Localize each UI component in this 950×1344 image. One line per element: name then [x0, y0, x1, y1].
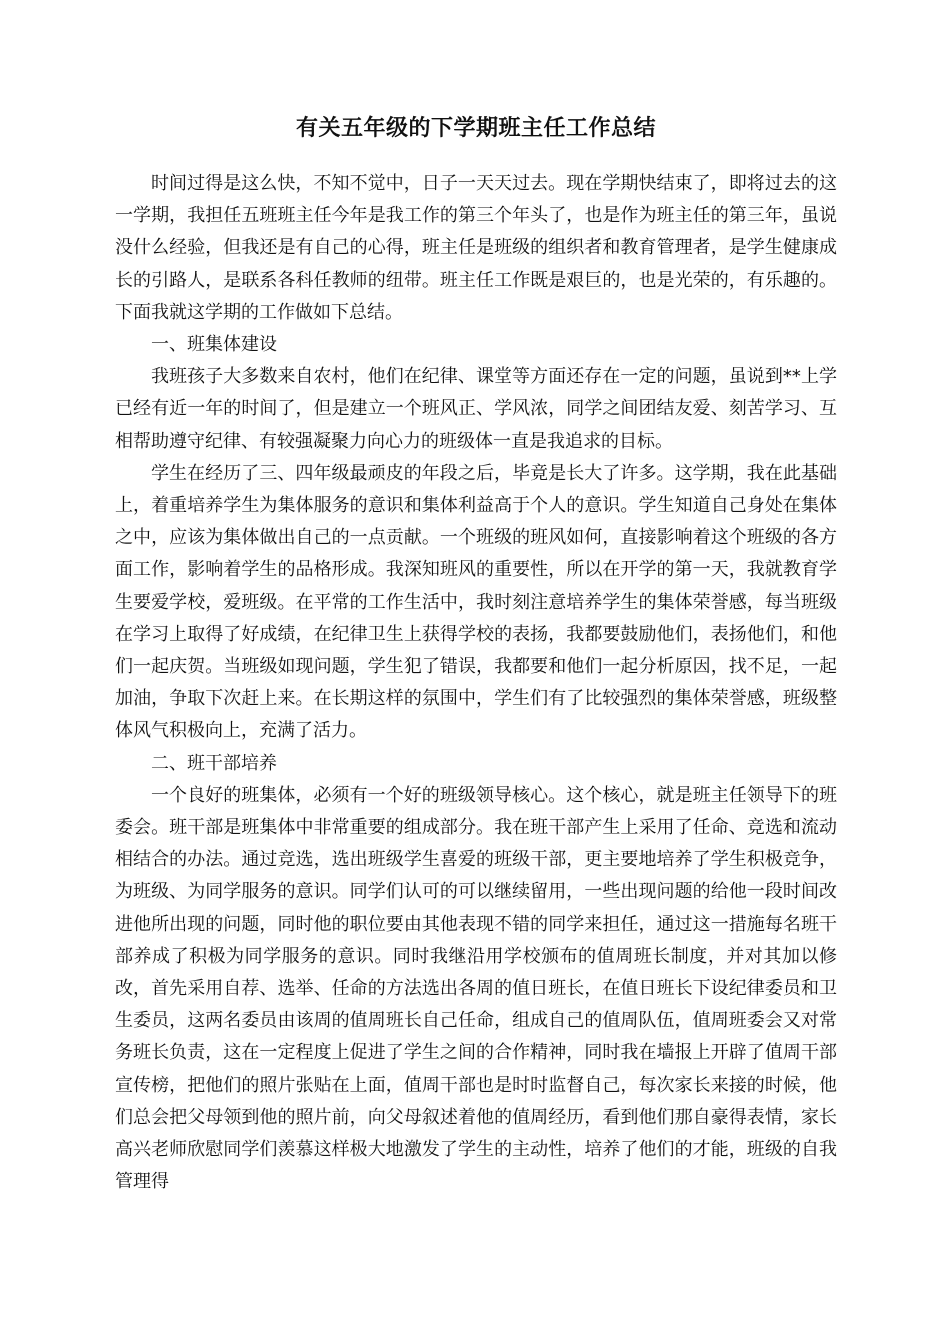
document-page	[115, 112, 837, 1199]
section1-paragraph-2: 学生在经历了三、四年级最顽皮的年段之后，毕竟是长大了许多。这学期，我在此基础上，着重培养学生为集体服务的意识和集体利益高于个人的意识。学生知道自己身处在集体之中，应该为集体做出自己的一点贡献。一个班级的班风如何，直接影响着这个班级的各方面工作，影响着学生的品格形成。我深知班风的重要性，所以在开学的第一天，我就教育学生要爱学校，爱班级。在平常的工作生活中，我时刻注意培养学生的集体荣誉感，每当班级在学习上取得了好成绩，在纪律卫生上获得学校的表扬，我都要鼓励他们，表扬他们，和他们一起庆贺。当班级如现问题，学生犯了错误，我都要和他们一起分析原因，找不足，一起加油，争取下次赶上来。在长期这样的氛围中，学生们有了比较强烈的集体荣誉感，班级整体风气积极向上，充满了活力。	[115, 462, 837, 742]
document-title: 有关五年级的下学期班主任工作总结	[295, 116, 656, 141]
section1-paragraph-1: 我班孩子大多数来自农村，他们在纪律、课堂等方面还存在一定的问题，虽说到**上学已经有近一年的时间了，但是建立一个班风正、学风浓，同学之间团结友爱、刻苦学习、互相帮助遵守纪律、有较强凝聚力向心力的班级体一直是我追求的目标。	[115, 366, 837, 452]
section2-paragraph-1: 一个良好的班集体，必须有一个好的班级领导核心。这个核心，就是班主任领导下的班委会。班干部是班集体中非常重要的组成部分。我在班干部产生上采用了任命、竞选和流动相结合的办法。通过竞选，选出班级学生喜爱的班级干部，更主要地培养了学生积极竞争，为班级、为同学服务的意识。同学们认可的可以继续留用，一些出现问题的给他一段时间改进他所出现的问题，同时他的职位要由其他表现不错的同学来担任，通过这一措施每名班干部养成了积极为同学服务的意识。同时我继沿用学校颁布的值周班长制度，并对其加以修改，首先采用自荐、选举、任命的方法选出各周的值日班长，在值日班长下设纪律委员和卫生委员，这两名委员由该周的值周班长自己任命，组成自己的值周队伍，值周班委会又对常务班长负责，这在一定程度上促进了学生之间的合作精神，同时我在墙报上开辟了值周干部宣传榜，把他们的照片张贴在上面，值周干部也是时时监督自己，每次家长来接的时候，他们总会把父母领到他的照片前，向父母叙述着他的值周经历，看到他们那自豪得表情，家长高兴老师欣慰同学们羡慕这样极大地激发了学生的主动性，培养了他们的才能，班级的自我管理得	[115, 784, 837, 1193]
section-heading-class-building: 一、班集体建设	[151, 334, 277, 356]
section-heading-class-cadre: 二、班干部培养	[151, 752, 277, 774]
intro-paragraph: 时间过得是这么快，不知不觉中，日子一天天过去。现在学期快结束了，即将过去的这一学期，我担任五班班主任今年是我工作的第三个年头了，也是作为班主任的第三年，虽说没什么经验，但我还是有自己的心得，班主任是班级的组织者和教育管理者，是学生健康成长的引路人，是联系各科任教师的纽带。班主任工作既是艰巨的，也是光荣的，有乐趣的。下面我就这学期的工作做如下总结。	[115, 173, 837, 323]
